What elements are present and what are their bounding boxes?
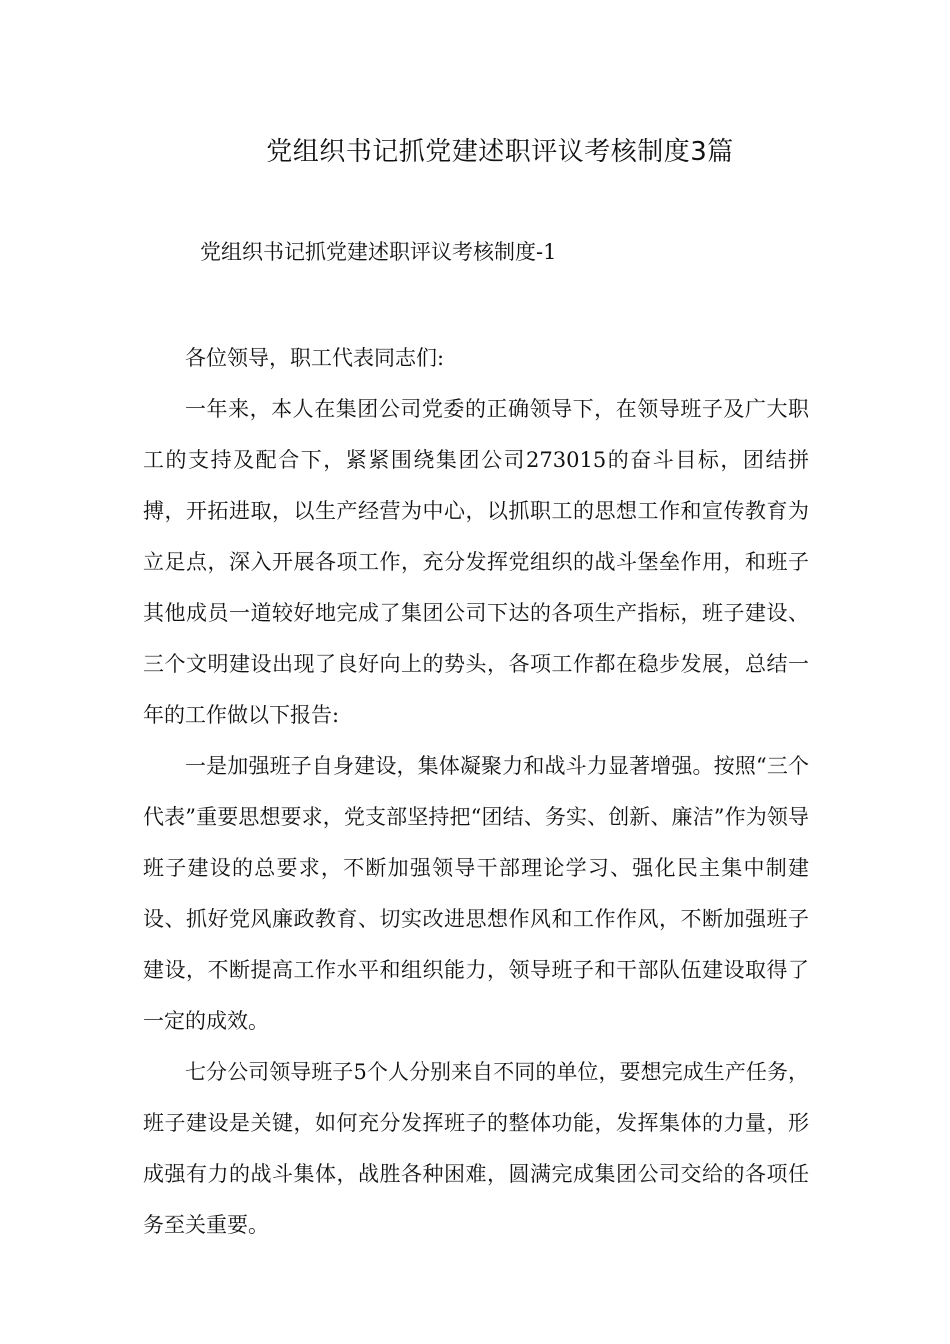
paragraph: 一年来，本人在集团公司党委的正确领导下，在领导班子及广大职工的支持及配合下，紧紧围绕集团公司273015的奋斗目标，团结拼搏，开拓进取，以生产经营为中心，以抓职工的思想工作和宣传教育为立足点，深入开展各项工作，充分发挥党组织的战斗堡垒作用，和班子其他成员一道较好地完成了集团公司下达的各项生产指标，班子建设、三个文明建设出现了良好向上的势头，各项工作都在稳步发展，总结一年的工作做以下报告: bbox=[143, 397, 809, 727]
paragraph: 七分公司领导班子5个人分别来自不同的单位，要想完成生产任务，班子建设是关键，如何充分发挥班子的整体功能，发挥集体的力量，形成强有力的战斗集体，战胜各种困难，圆满完成集团公司交给的各项任务至关重要。 bbox=[143, 1060, 809, 1237]
paragraph-salutation: 各位领导，职工代表同志们: bbox=[185, 346, 445, 370]
document-title: 党组织书记抓党建述职评议考核制度3篇 bbox=[266, 137, 734, 167]
section-heading: 党组织书记抓党建述职评议考核制度-1 bbox=[200, 240, 557, 264]
paragraph: 一是加强班子自身建设，集体凝聚力和战斗力显著增强。按照“三个代表”重要思想要求，党支部坚持把“团结、务实、创新、廉洁”作为领导班子建设的总要求，不断加强领导干部理论学习、强化民主集中制建设、抓好党风廉政教育、切实改进思想作风和工作作风，不断加强班子建设，不断提高工作水平和组织能力，领导班子和干部队伍建设取得了一定的成效。 bbox=[143, 754, 809, 1033]
document-body bbox=[143, 333, 809, 1251]
